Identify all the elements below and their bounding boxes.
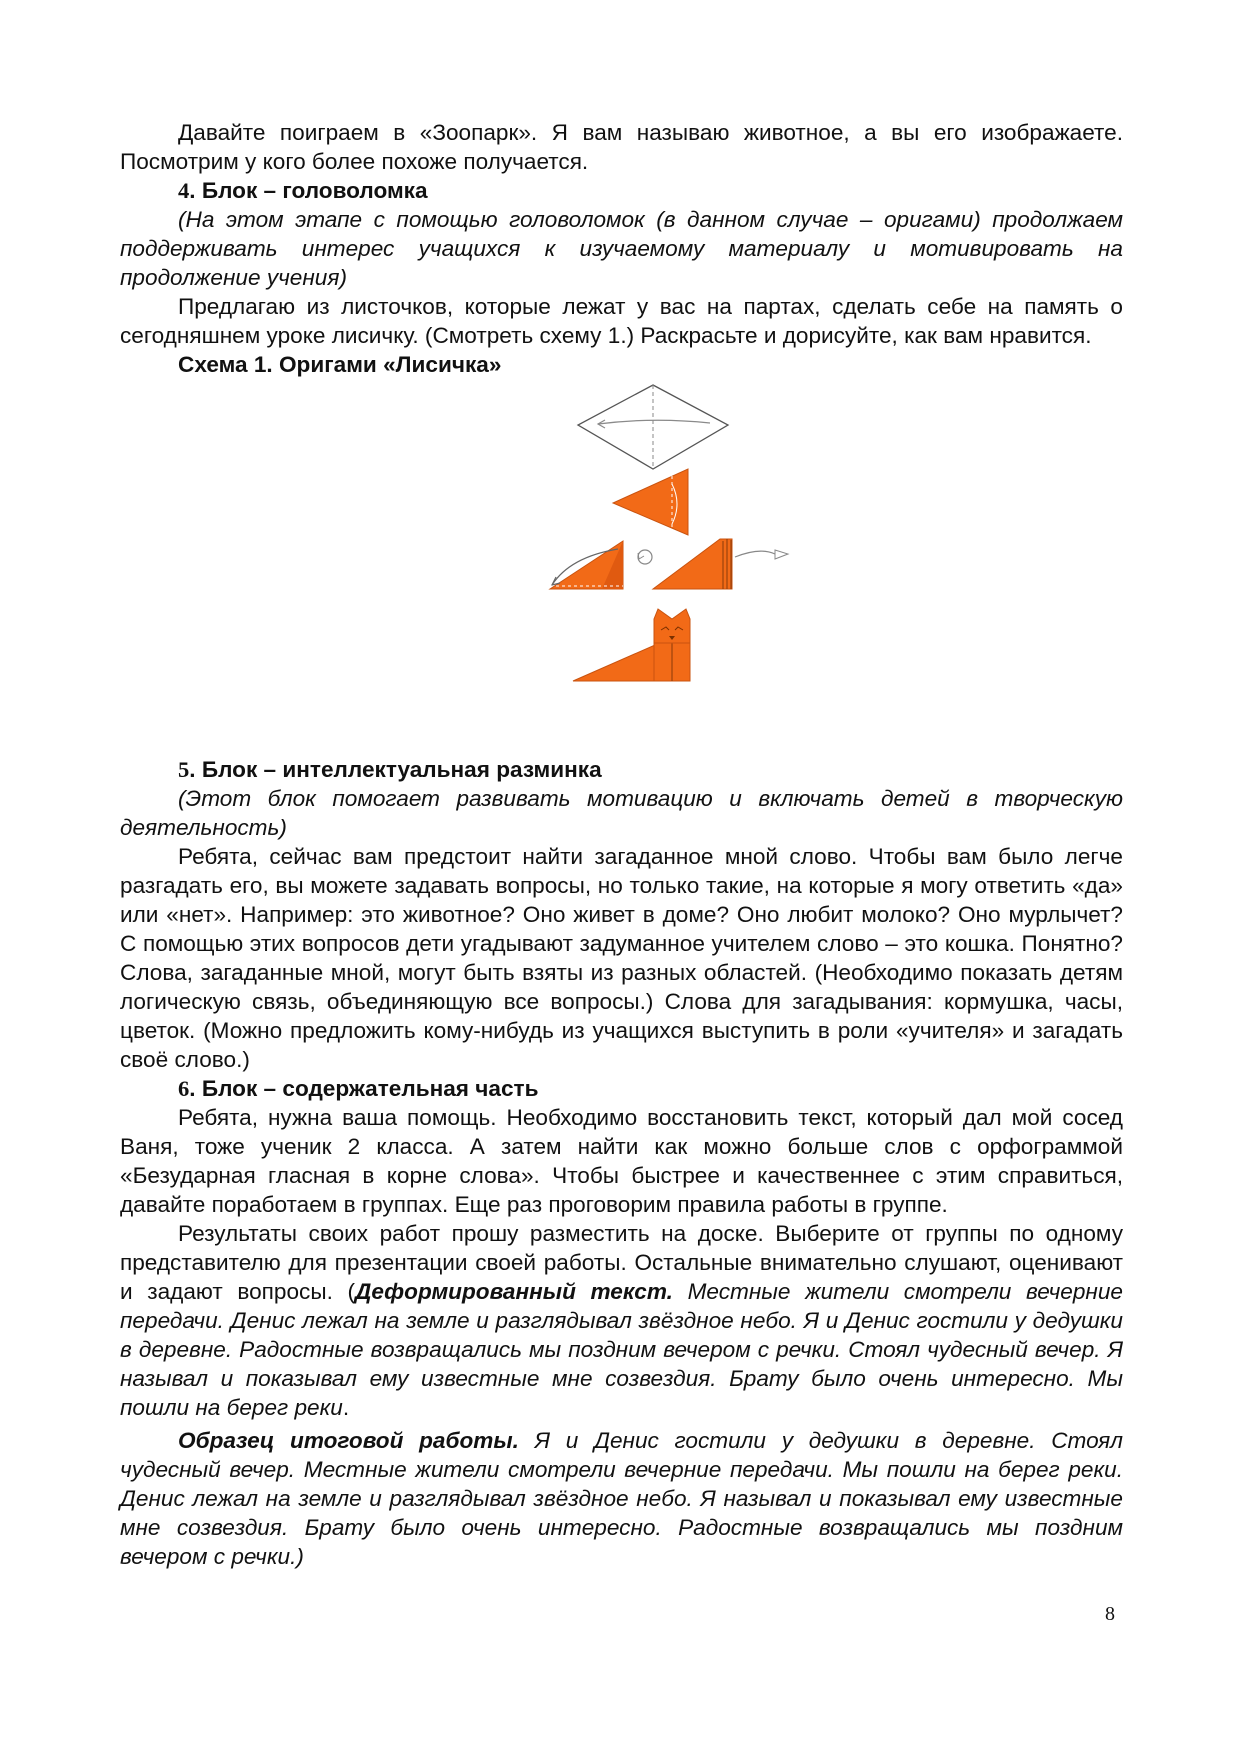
origami-step-3-right xyxy=(653,539,788,589)
sample-work-paragraph xyxy=(120,1426,1123,1571)
block6-heading xyxy=(120,1074,1123,1103)
block6-text1: Ребята, нужна ваша помощь. Необходимо восстановить текст, который дал мой сосед Ваня, тоже ученик 2 класса. А затем найти как можно больше слов с орфограммой «Безударная гласная в корне слова». Чтобы быстрее и качественнее с этим справиться, давайте поработаем в группах. Еще раз проговорим правила работы в группе. xyxy=(120,1105,1123,1217)
block5-number: 5 xyxy=(178,757,190,782)
page-number: 8 xyxy=(1105,1603,1115,1625)
deformed-text-label: Деформированный текст. xyxy=(355,1279,673,1304)
scheme-title: Схема 1. Оригами «Лисичка» xyxy=(178,352,502,377)
deformed-text-end: . xyxy=(342,1395,350,1420)
block6-text2-lead: Результаты своих работ прошу разместить на доске. Выберите от группы по одному представителю для презентации своей работы. Остальные внимательно слушают, оценивают и задают вопросы. ( xyxy=(120,1221,1123,1304)
block6-number: 6 xyxy=(178,1076,190,1101)
sample-work-label: Образец итоговой работы. xyxy=(178,1428,519,1453)
page-content xyxy=(120,118,1123,1571)
origami-fox-diagram xyxy=(120,379,1123,755)
block4-text: Предлагаю из листочков, которые лежат у вас на партах, сделать себе на память о сегодняшнем уроке лисичку. (Смотреть схему 1.) Раскрасьте и дорисуйте, как вам нравится. xyxy=(120,294,1123,348)
origami-fox-final xyxy=(573,609,690,681)
block6-text2 xyxy=(120,1219,1123,1422)
origami-step-1-square xyxy=(578,385,728,469)
block5-note: (Этот блок помогает развивать мотивацию и включать детей в творческую деятельность) xyxy=(120,786,1123,840)
block5-heading xyxy=(120,755,1123,784)
zoo-paragraph: Давайте поиграем в «Зоопарк». Я вам называю животное, а вы его изображаете. Посмотрим у кого более похоже получается. xyxy=(120,120,1123,174)
block4-note: (На этом этапе с помощью головоломок (в данном случае – оригами) продолжаем поддерживать интерес учащихся к изучаемому материалу и мотивировать на продолжение учения) xyxy=(120,207,1123,290)
sample-work-body: Я и Денис гостили у дедушки в деревне. Стоял чудесный вечер. Местные жители смотрели вечерние передачи. Мы пошли на берег реки. Денис лежал на земле и разглядывал звёздное небо. Я называл и показывал ему известные мне созвездия. Брату было очень интересно. Радостные возвращались мы поздним вечером с речки.) xyxy=(120,1428,1123,1569)
deformed-text-body: Местные жители смотрели вечерние передачи. Денис лежал на земле и разглядывал звёздное небо. Я и Денис гостили у дедушки в деревне. Радостные возвращались мы поздним вечером с речки. Стоял чудесный вечер. Я называл и показывал ему известные мне созвездия. Брату было очень интересно. Мы пошли на берег реки xyxy=(120,1279,1123,1420)
block4-number: 4 xyxy=(178,178,190,203)
rotate-arrow-icon xyxy=(638,550,652,564)
block4-heading xyxy=(120,176,1123,205)
block6-title: . Блок – содержательная часть xyxy=(189,1076,539,1101)
origami-step-3-left xyxy=(550,541,623,589)
origami-step-2-triangle xyxy=(613,469,688,535)
block5-title: . Блок – интеллектуальная разминка xyxy=(189,757,602,782)
block5-text: Ребята, сейчас вам предстоит найти загаданное мной слово. Чтобы вам было легче разгадать его, вы можете задавать вопросы, но только такие, на которые я могу ответить «да» или «нет». Например: это животное? Оно живет в доме? Оно любит молоко? Оно мурлычет? С помощью этих вопросов дети угадывают задуманное учителем слово – это кошка. Понятно? Слова, загаданные мной, могут быть взяты из разных областей. (Необходимо показать детям логическую связь, объединяющую все вопросы.) Слова для загадывания: кормушка, часы, цветок. (Можно предложить кому-нибудь из учащихся выступить в роли «учителя» и загадать своё слово.) xyxy=(120,844,1123,1072)
block4-title: . Блок – головоломка xyxy=(189,178,428,203)
